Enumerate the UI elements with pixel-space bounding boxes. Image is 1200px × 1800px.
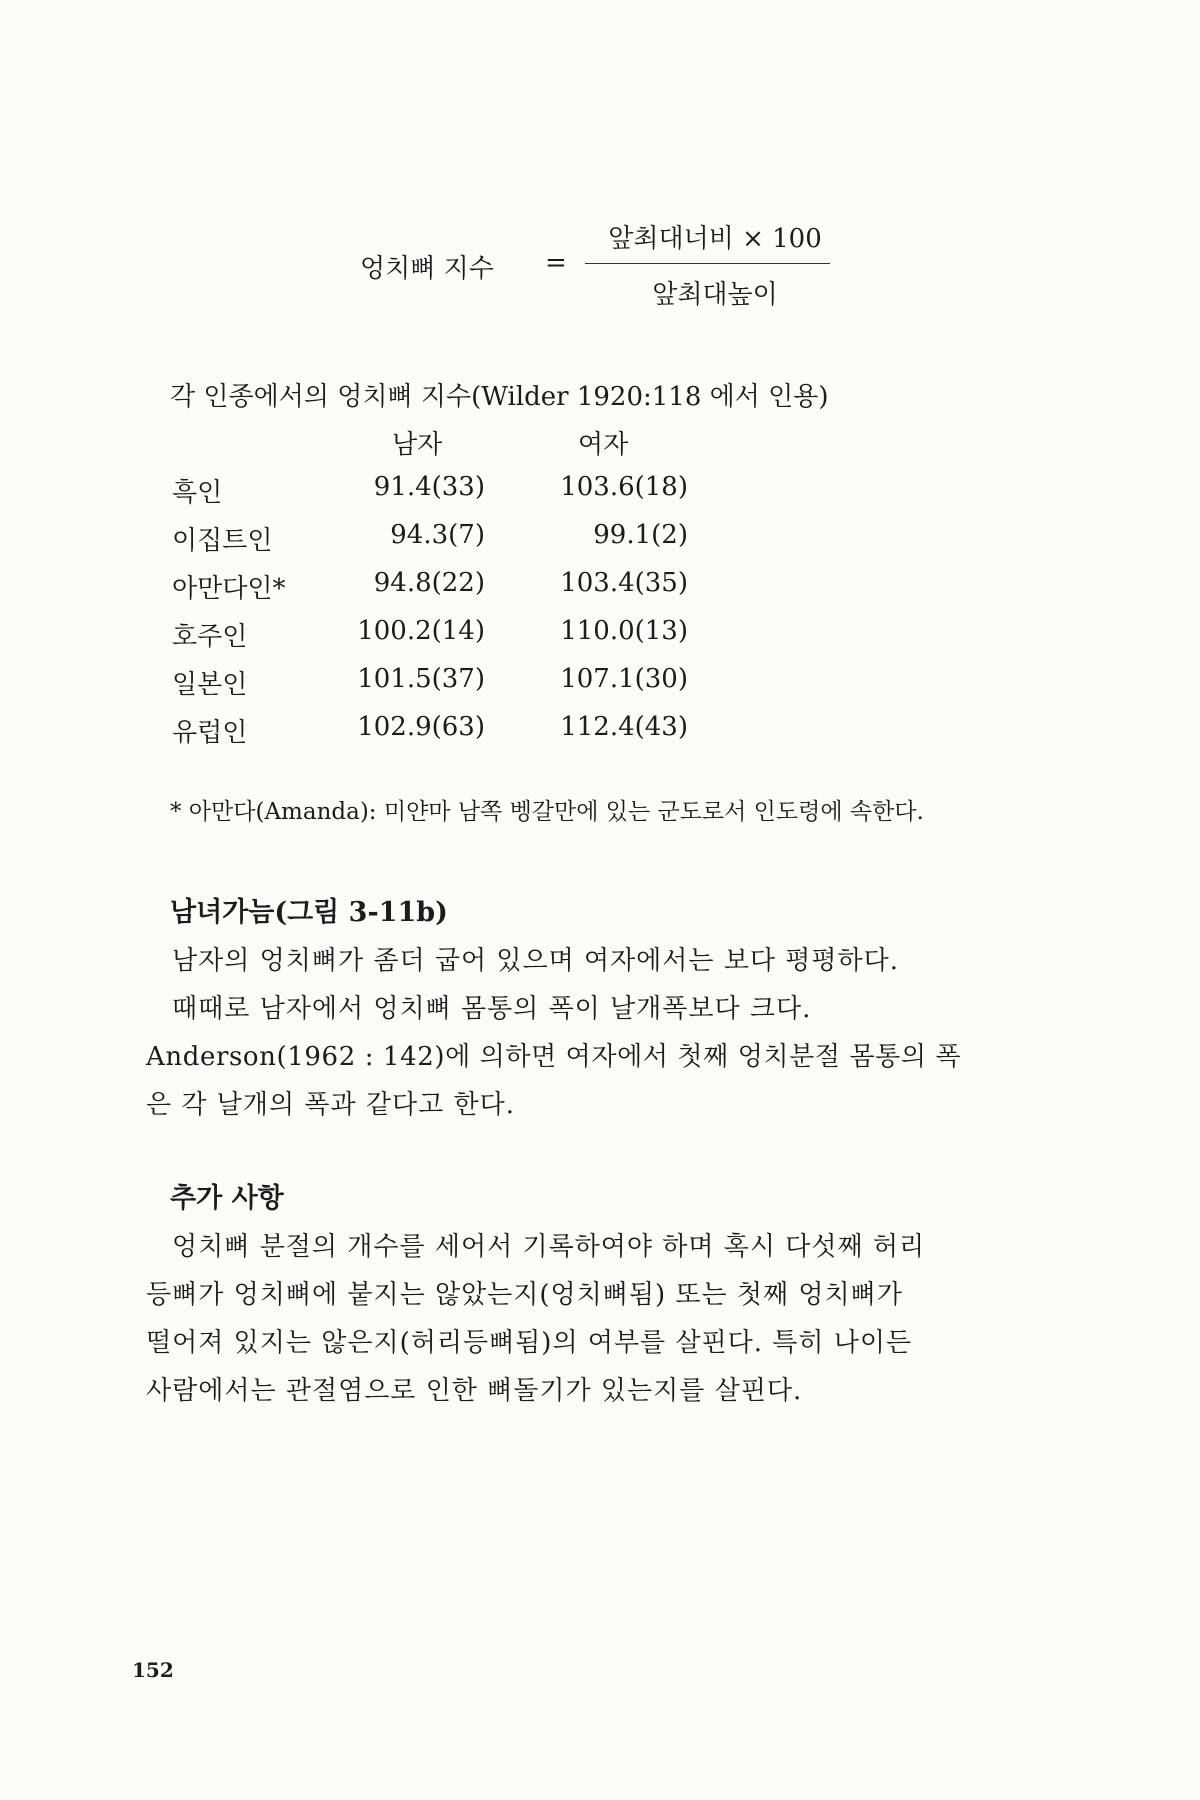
row-population: 이집트인 <box>172 526 273 556</box>
row-female-value: 110.0(13) <box>560 616 688 646</box>
table-row <box>0 712 1200 756</box>
column-header-male: 남자 <box>392 430 443 460</box>
column-header-female: 여자 <box>578 430 629 460</box>
row-population: 일본인 <box>172 670 248 700</box>
section-heading-sex-estimation: 남녀가늠(그림 3-11b) <box>170 897 448 928</box>
table-row <box>0 472 1200 516</box>
table-row <box>0 616 1200 660</box>
formula-equals: = <box>545 248 567 278</box>
fraction-bar <box>585 263 830 264</box>
paragraph-line: Anderson(1962 : 142)에 의하면 여자에서 첫째 엉치분절 몸통의 폭 <box>146 1042 962 1072</box>
table-footnote: * 아만다(Amanda): 미얀마 남쪽 벵갈만에 있는 군도로서 인도령에 속한다. <box>170 799 924 825</box>
row-male-value: 94.3(7) <box>390 520 485 550</box>
row-female-value: 103.6(18) <box>560 472 688 502</box>
row-male-value: 101.5(37) <box>357 664 485 694</box>
paragraph-line: 사람에서는 관절염으로 인한 뼈돌기가 있는지를 살핀다. <box>146 1376 803 1406</box>
paragraph-line: 남자의 엉치뼈가 좀더 굽어 있으며 여자에서는 보다 평평하다. <box>172 946 900 976</box>
row-female-value: 103.4(35) <box>560 568 688 598</box>
sacral-index-formula <box>360 218 830 314</box>
row-female-value: 112.4(43) <box>560 712 688 742</box>
paragraph-line: 때때로 남자에서 엉치뼈 몸통의 폭이 날개폭보다 크다. <box>172 994 812 1024</box>
table-title: 각 인종에서의 엉치뼈 지수(Wilder 1920:118 에서 인용) <box>170 382 829 412</box>
section-heading-additional: 추가 사항 <box>170 1183 284 1214</box>
row-male-value: 91.4(33) <box>373 472 485 502</box>
paragraph-line: 엉치뼈 분절의 개수를 세어서 기록하여야 하며 혹시 다섯째 허리 <box>172 1232 926 1262</box>
paragraph-line: 등뼈가 엉치뼈에 붙지는 않았는지(엉치뼈됨) 또는 첫째 엉치뼈가 <box>146 1280 903 1310</box>
paragraph-line: 떨어져 있지는 않은지(허리등뼈됨)의 여부를 살핀다. 특히 나이든 <box>146 1328 913 1358</box>
formula-lhs: 엉치뼈 지수 <box>360 254 494 284</box>
table-row <box>0 568 1200 612</box>
row-male-value: 94.8(22) <box>373 568 485 598</box>
row-population: 아만다인* <box>172 574 286 604</box>
row-population: 유럽인 <box>172 718 248 748</box>
row-population: 호주인 <box>172 622 248 652</box>
page-number: 152 <box>132 1658 174 1682</box>
formula-numerator: 앞최대너비 × 100 <box>608 224 822 254</box>
row-female-value: 99.1(2) <box>593 520 688 550</box>
table-row <box>0 664 1200 708</box>
formula-denominator: 앞최대높이 <box>652 280 778 310</box>
table-row <box>0 520 1200 564</box>
paragraph-line: 은 각 날개의 폭과 같다고 한다. <box>146 1090 515 1120</box>
row-population: 흑인 <box>172 478 223 508</box>
row-female-value: 107.1(30) <box>560 664 688 694</box>
row-male-value: 100.2(14) <box>357 616 485 646</box>
row-male-value: 102.9(63) <box>357 712 485 742</box>
